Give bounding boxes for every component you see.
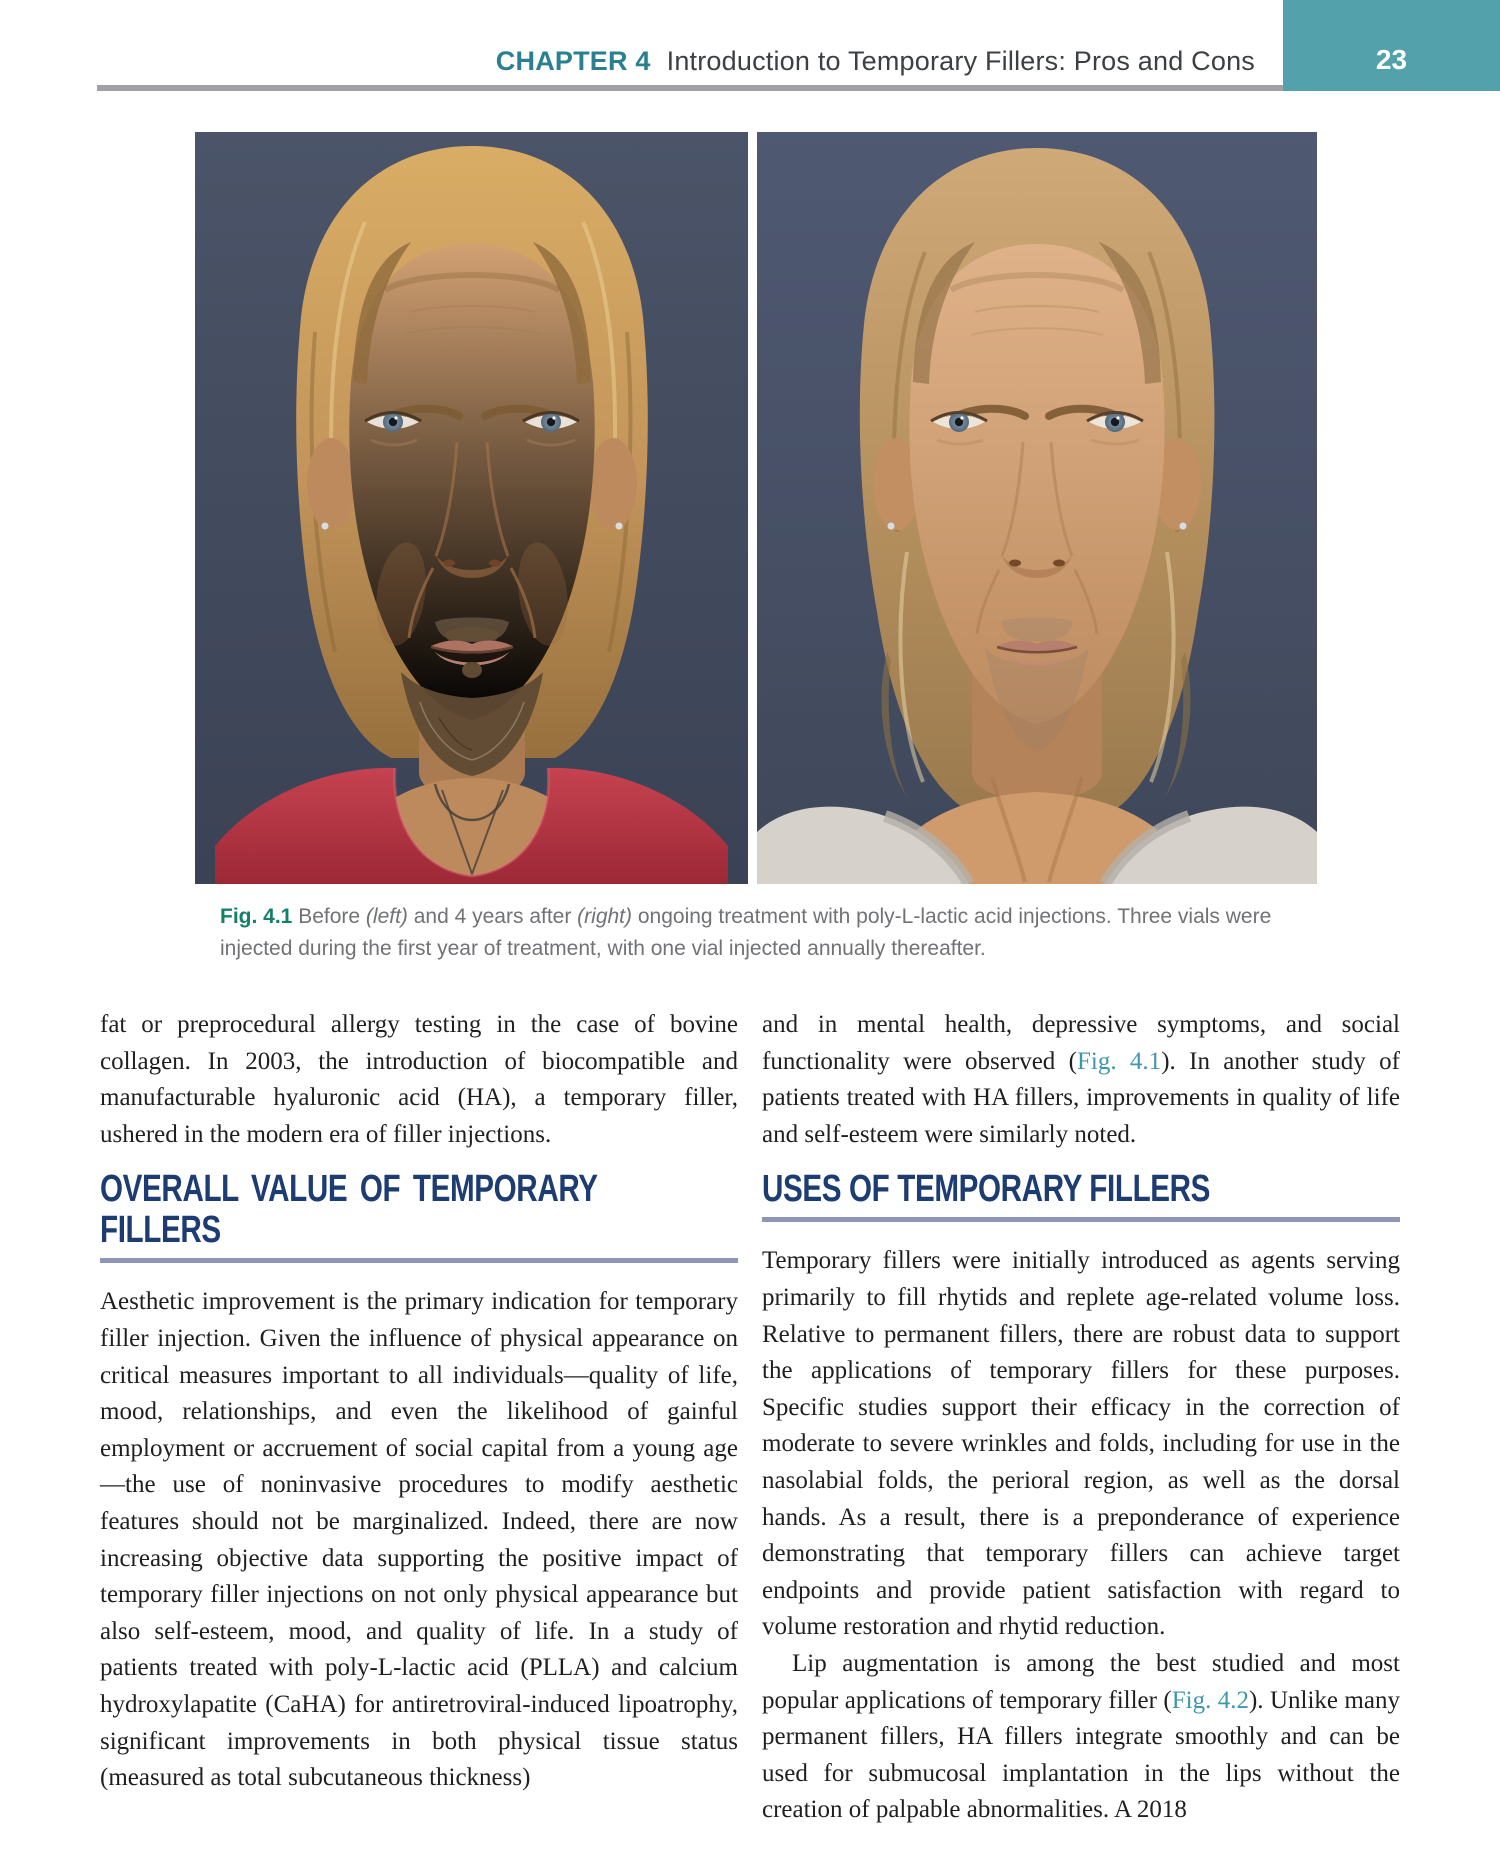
text-segment: ). Unlike many permanent fillers, HA fillers integrate smoothly and can be used for submucosal implantation in the lips without the creation of palpable abnormalities. A 2018 [762, 1686, 1400, 1824]
body-columns [100, 1007, 1400, 1829]
text-segment: and in mental health, depressive symptoms, and social functionality were observed ( [762, 1011, 1400, 1075]
running-header [0, 46, 1255, 77]
text-segment: Lip augmentation is among the best studied and most popular applications of temporary filler ( [762, 1649, 1400, 1714]
text-segment: and 4 years after [407, 905, 578, 928]
figure-ref-link[interactable]: Fig. 4.1 [1076, 1047, 1162, 1075]
figure-4-1 [195, 132, 1317, 884]
section-rule [762, 1217, 1400, 1222]
text-segment: Aesthetic improvement is the primary indication for temporary filler injection. Given the influence of physical appearance on critical measures important to all individuals—quality of life, mood, relationships, and even the likelihood of gainful employment or accruement of social capital from a young age—the use of noninvasive procedures to modify aesthetic features should not be marginalized. Indeed, there are now increasing objective data supporting the positive impact of temporary filler injections on not only physical appearance but also self-esteem, mood, and quality of life. In a study of patients treated with poly-L-lactic acid (PLLA) and calcium hydroxylapatite (CaHA) for antiretroviral-induced lipoatrophy, significant improvements in both physical tissue status (measured as total subcutaneous thickness) [100, 1288, 738, 1792]
paragraph [762, 1646, 1400, 1829]
paragraph [762, 1007, 1400, 1153]
paragraph [100, 1284, 738, 1796]
text-segment: ). In another study of patients treated with HA fillers, improvements in quality of life and self-esteem were similarly noted. [762, 1047, 1400, 1148]
paragraph [762, 1243, 1400, 1646]
chapter-label: CHAPTER 4 [495, 46, 651, 76]
left-column [100, 1007, 738, 1829]
right-column [762, 1007, 1400, 1829]
text-segment: Before [292, 905, 366, 928]
text-segment: ongoing treatment with poly-L-lactic acid injections. Three vials were injected during the first year of treatment, with one vial injected annually thereafter. [220, 905, 1272, 960]
text-segment: (right) [577, 905, 633, 928]
page-number: 23 [1375, 44, 1408, 75]
section-heading-overall-value: OVERALL VALUE OF TEMPORARY FILLERS [100, 1168, 598, 1252]
text-segment: (left) [365, 905, 408, 928]
section-heading-uses: USES OF TEMPORARY FILLERS [762, 1168, 1211, 1211]
text-segment: Fig. 4.1 [220, 905, 293, 928]
before-photo [195, 132, 748, 884]
chapter-title: Introduction to Temporary Fillers: Pros and Cons [666, 46, 1255, 76]
text-segment: Temporary fillers were initially introduced as agents serving primarily to fill rhytids and replete age-related volume loss. Relative to permanent fillers, there are robust data to support the applications of temporary fillers for these purposes. Specific studies support their efficacy in the correction of moderate to severe wrinkles and folds, including for use in the nasolabial folds, the perioral region, as well as the dorsal hands. As a result, there is a preponderance of experience demonstrating that temporary fillers can achieve target endpoints and provide patient satisfaction with regard to volume restoration and rhytid reduction. [762, 1247, 1400, 1641]
paragraph [100, 1007, 738, 1153]
figure-ref-link[interactable]: Fig. 4.2 [1171, 1686, 1249, 1714]
section-rule [100, 1258, 738, 1263]
text-segment: fat or preprocedural allergy testing in the case of bovine collagen. In 2003, the introduction of biocompatible and manufacturable hyaluronic acid (HA), a temporary filler, ushered in the modern era of filler injections. [100, 1011, 738, 1148]
figure-caption [220, 901, 1315, 965]
after-photo [757, 132, 1317, 884]
